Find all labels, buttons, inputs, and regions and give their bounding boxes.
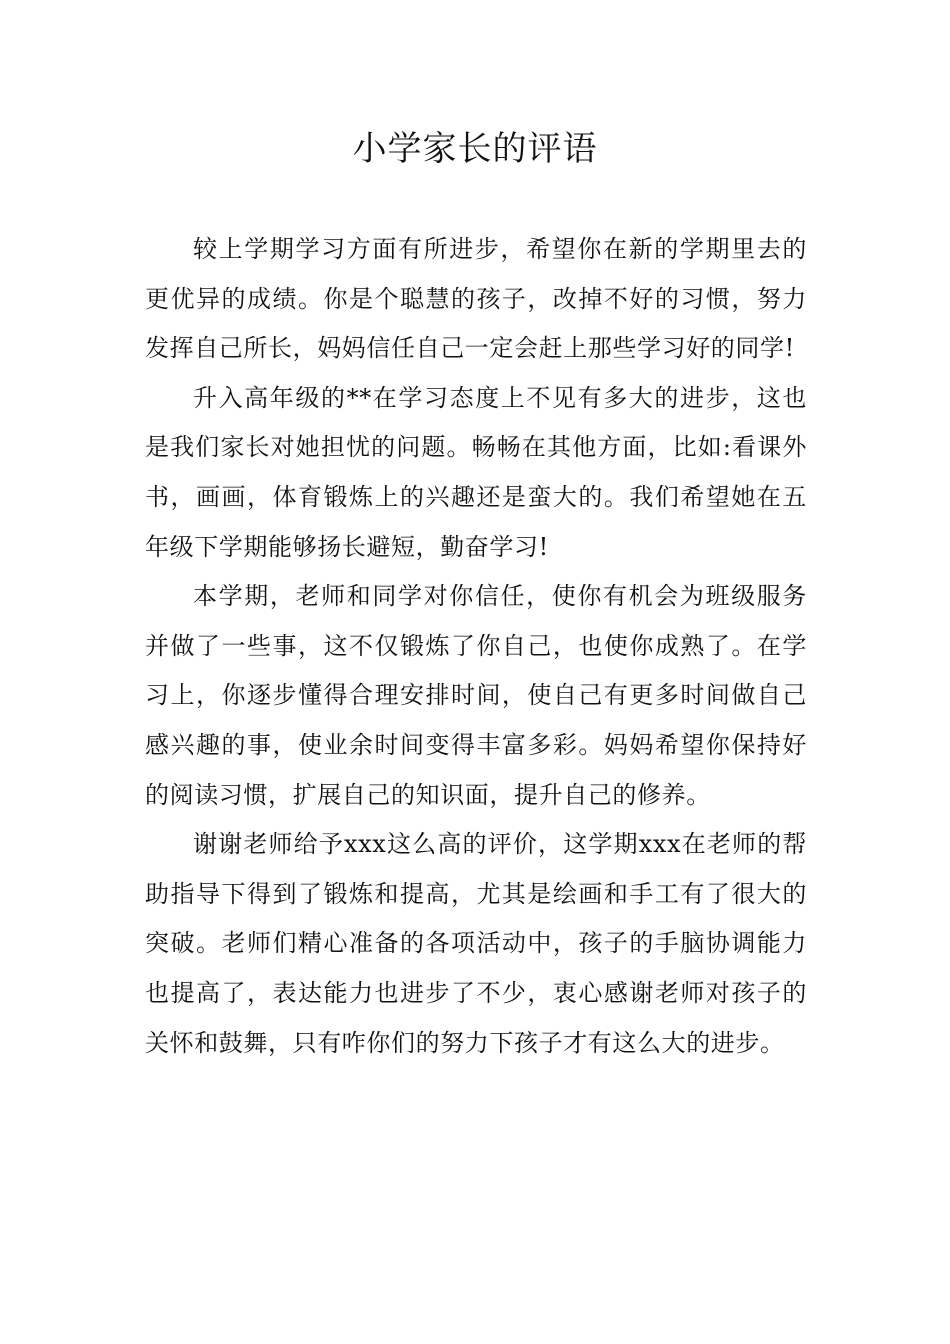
paragraph-3: 本学期，老师和同学对你信任，使你有机会为班级服务并做了一些事，这不仅锻炼了你自己，也使你成熟了。在学习上，你逐步懂得合理安排时间，使自己有更多时间做自己感兴趣的事，使业余时间变得丰富多彩。妈妈希望你保持好的阅读习惯，扩展自己的知识面，提升自己的修养。 [145, 582, 807, 809]
paragraph-4: 谢谢老师给予xxx这么高的评价，这学期xxx在老师的帮助指导下得到了锻炼和提高，尤其是绘画和手工有了很大的突破。老师们精心准备的各项活动中，孩子的手脑协调能力也提高了，表达能力也进步了不少，衷心感谢老师对孩子的关怀和鼓舞，只有咋你们的努力下孩子才有这么大的进步。 [145, 830, 807, 1057]
paragraph-1: 较上学期学习方面有所进步，希望你在新的学期里去的更优异的成绩。你是个聪慧的孩子，改掉不好的习惯，努力发挥自己所长，妈妈信任自己一定会赶上那些学习好的同学! [145, 235, 807, 363]
document-body [145, 225, 807, 1068]
page-title: 小学家长的评语 [352, 129, 598, 169]
paragraph-2: 升入高年级的**在学习态度上不见有多大的进步，这也是我们家长对她担忧的问题。畅畅在其他方面，比如:看课外书，画画，体育锻炼上的兴趣还是蛮大的。我们希望她在五年级下学期能够扬长避短，勤奋学习! [145, 383, 807, 561]
